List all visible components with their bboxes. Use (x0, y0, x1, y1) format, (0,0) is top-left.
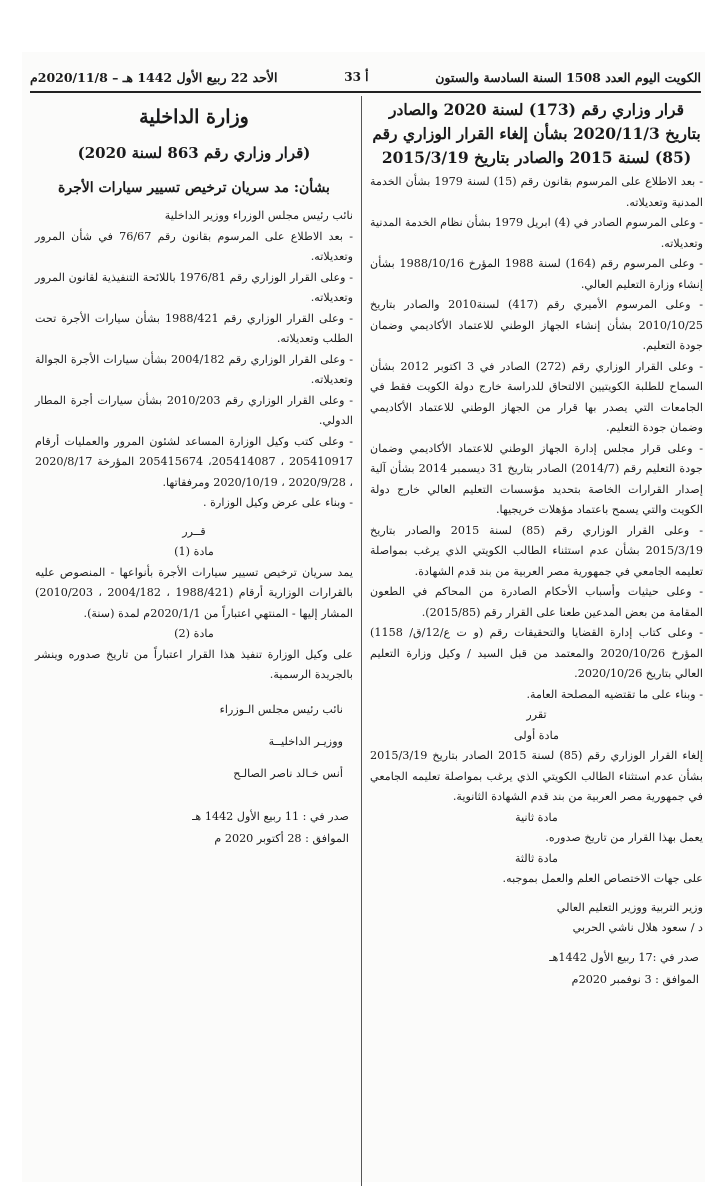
preamble-item: - وعلى القرار الوزاري رقم 1988/421 بشأن سيارات الأجرة تحت الطلب وتعديلاته. (35, 311, 353, 345)
preamble-item: - وبناء على عرض وكيل الوزارة . (203, 496, 353, 509)
article-title: مادة ثالثة (514, 851, 559, 865)
preamble-item: - وعلى كتب وكيل الوزارة المساعد لشئون المرور والعمليات أرقام 205410917 ، 205414087، 205415674 المؤرخة 2020/8/17 ، 2020/9/28 ، 2020/10/19 ومرفقاتها. (35, 434, 353, 489)
header-issue: الكويت اليوم العدد 1508 السنة السادسة والستون (435, 69, 701, 85)
signer-name: د / سعود هلال ناشي الحربي (572, 921, 703, 934)
preamble-item: - وعلى القرار الوزاري رقم 2004/182 بشأن سيارات الأجرة الجوالة وتعديلاته. (35, 352, 353, 386)
article-title: مادة (2) (174, 627, 214, 640)
preamble-item: - وعلى كتاب إدارة القضايا والتحقيقات رقم (و ت ع/12/ق/ 1158) المؤرخ 2020/10/26 والمعتمد من قبل السيد / وكيل وزارة التعليم العالي بتاريخ 2020/10/26. (370, 626, 703, 680)
article-title: مادة ثانية (515, 810, 558, 824)
preamble-item: - وعلى القرار الوزاري رقم (85) لسنة 2015 والصادر بتاريخ 2015/3/19 بشأن عدم استثناء الطالب الكويتي الذي يرغب بمواصلة تعليمه الجامعي في جمهورية مصر العربية من بند قدم الشهادة. (370, 523, 703, 578)
article-text: يعمل بهذا القرار من تاريخ صدوره. (545, 831, 703, 844)
issuer-line: نائب رئيس مجلس الوزراء ووزير الداخلية (164, 209, 353, 222)
issued-date-gregorian: الموافق : 3 نوفمبر 2020م (571, 972, 699, 986)
article-text: إلغاء القرار الوزاري رقم (85) لسنة 2015 الصادر بتاريخ 2015/3/19 بشأن عدم استثناء الطالب الكويتي الذي يرغب بمواصلة تعليمه الجامعي في جمهورية مصر العربية من بند قدم الشهادة الثانوية. (370, 749, 703, 803)
decides-heading: قــرر (182, 524, 206, 538)
column-divider (361, 96, 362, 1186)
decree-subject: بشأن: مد سريان ترخيص تسيير سيارات الأجرة (58, 180, 330, 196)
preamble-item: - وعلى حيثيات وأسباب الأحكام الصادرة من المحاكم في الطعون المقامة من بعض المدعين طعنا على القرار رقم (2015/85). (370, 585, 703, 619)
preamble-item: - وعلى قرار مجلس إدارة الجهاز الوطني للاعتماد الأكاديمي وضمان جودة التعليم رقم (2014/7) الصادر بتاريخ 31 ديسمبر 2014 بشأن آلية إصدار القرارات الخاصة بتحديد مؤسسات التعليم العالي خارج دولة الكويت والتي يسمح باعتماد مؤهلات خريجيها. (370, 441, 703, 516)
decree-number-863: (قرار وزاري رقم 863 لسنة 2020) (77, 144, 311, 162)
issued-date-gregorian: الموافق : 28 أكتوبر 2020 م (214, 831, 349, 845)
header-rule (30, 91, 701, 93)
page-header (30, 66, 701, 88)
signer-title: وزير التربية ووزير التعليم العالي (556, 900, 703, 914)
preamble-item: - وعلى المرسوم الصادر في (4) ابريل 1979 بشأن نظام الخدمة المدنية وتعديلاته. (370, 216, 703, 250)
header-page-number: أ 33 (344, 70, 369, 84)
right-column (370, 98, 703, 991)
preamble-item: - وعلى القرار الوزاري رقم (272) الصادر في 3 اكتوبر 2012 بشأن السماح للطلبة الكويتيين الالتحاق للدراسة خارج دولة الكويت فقط في الجامعات التي يصدر بها قرار من الجهاز الوطني للاعتماد الأكاديمي وضمان جودة التعليم. (370, 359, 703, 434)
preamble-item: - وعلى المرسوم الأميري رقم (417) لسنة2010 والصادر بتاريخ 2010/10/25 بشأن إنشاء الجهاز الوطني للاعتماد الأكاديمي وضمان جودة التعليم. (370, 298, 703, 352)
issued-date-hijri: صدر في : 11 ربيع الأول 1442 هـ (192, 809, 349, 823)
ministry-heading: وزارة الداخلية (139, 106, 249, 128)
article-text: يمد سريان ترخيص تسيير سيارات الأجرة بأنواعها - المنصوص عليه بالقرارات الوزارية أرقام (1988/421 ، 2004/182 ، 2010/203) المشار إليها - المنتهي اعتباراً من 2020/1/1م لمدة (سنة). (35, 565, 353, 620)
preamble-item: - وعلى المرسوم رقم (164) لسنة 1988 المؤرخ 1988/10/16 بشأن إنشاء وزارة التعليم العالي. (370, 257, 703, 291)
decree-title-173: قرار وزاري رقم (173) لسنة 2020 والصادر بتاريخ 2020/11/3 بشأن إلغاء القرار الوزاري رقم (85) لسنة 2015 والصادر بتاريخ 2015/3/19 (372, 100, 701, 167)
preamble-item: - وبناء على ما تقتضيه المصلحة العامة. (526, 687, 703, 701)
signer-title-line2: ووزيـر الداخليــة (268, 734, 343, 748)
article-text: على وكيل الوزارة تنفيذ هذا القرار اعتباراً من تاريخ صدوره وينشر بالجريدة الرسمية. (35, 647, 353, 681)
preamble-item: - بعد الاطلاع على المرسوم بقانون رقم (15) لسنة 1979 بشأن الخدمة المدنية وتعديلاته. (370, 175, 703, 209)
signer-title-line1: نائب رئيس مجلس الـوزراء (219, 702, 343, 716)
issued-date-hijri: صدر في :17 ربيع الأول 1442هـ (549, 950, 699, 964)
preamble-item: - وعلى القرار الوزاري رقم 1976/81 باللائحة التنفيذية لقانون المرور وتعديلاته. (35, 270, 353, 304)
article-title: مادة (1) (174, 545, 214, 558)
header-date: الأحد 22 ربيع الأول 1442 هـ – 2020/11/8م (30, 69, 278, 85)
left-column (35, 98, 353, 850)
signer-name: أنس خـالد ناصر الصالـح (233, 766, 343, 780)
decides-heading: تقرر (526, 708, 547, 721)
article-text: على جهات الاختصاص العلم والعمل بموجبه. (502, 872, 703, 885)
article-title: مادة أولى (513, 728, 560, 742)
preamble-item: - بعد الاطلاع على المرسوم بقانون رقم 76/67 في شأن المرور وتعديلاته. (35, 229, 353, 263)
preamble-item: - وعلى القرار الوزاري رقم 2010/203 بشأن سيارات أجرة المطار الدولي. (35, 393, 353, 427)
